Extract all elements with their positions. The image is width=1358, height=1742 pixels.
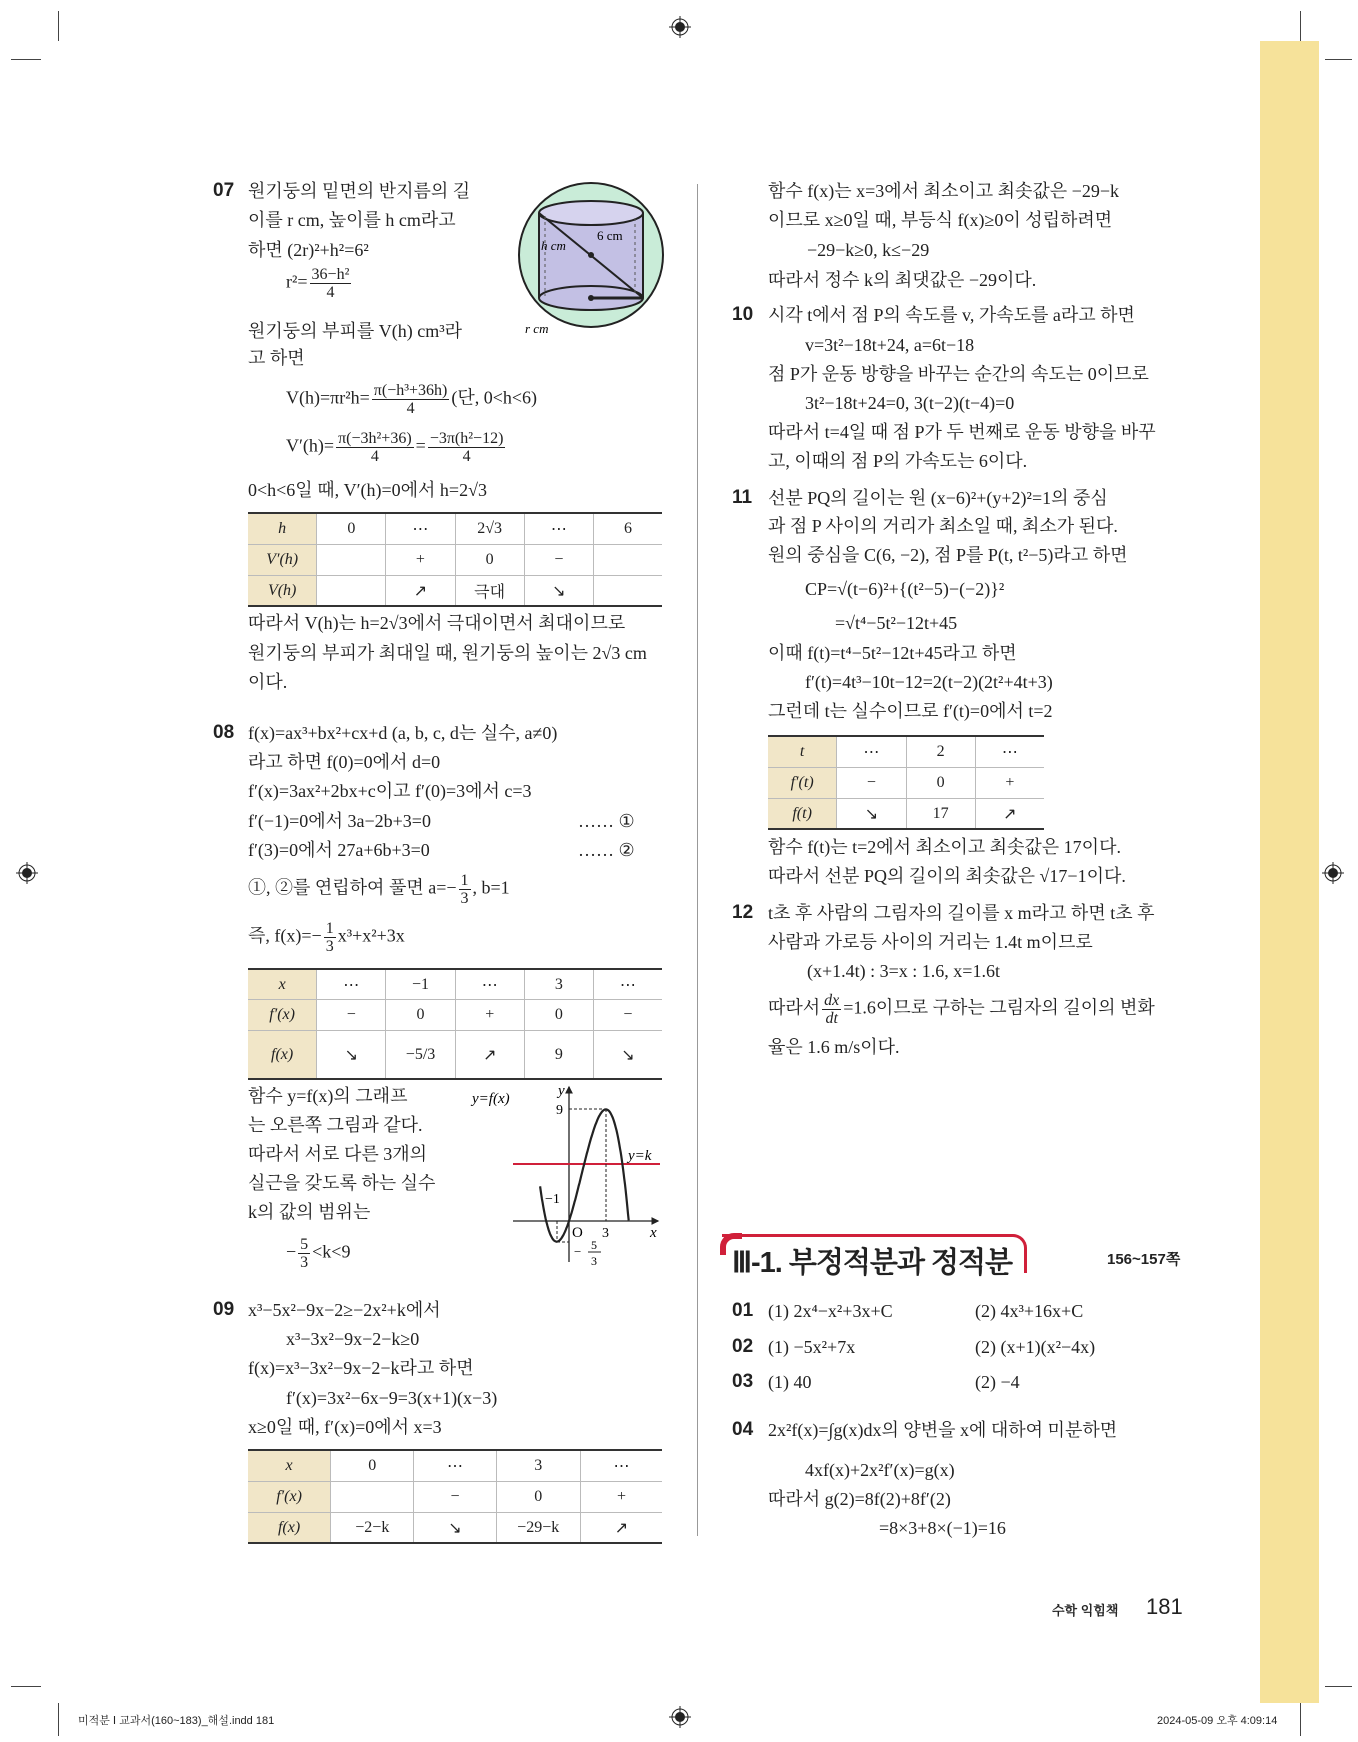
table-cell: +	[386, 545, 455, 576]
curve-fx	[540, 1109, 629, 1241]
max-x-label: 3	[602, 1226, 609, 1241]
table-cell	[317, 545, 386, 576]
eq-text: (단, 0<h<6)	[451, 387, 538, 408]
denominator: 3	[325, 938, 334, 955]
table-row	[248, 1482, 662, 1513]
table-row	[248, 969, 662, 1000]
crop-mark	[1300, 1703, 1301, 1736]
problem-number: 08	[213, 722, 235, 743]
table-cell: ↘	[837, 799, 906, 830]
text-line: 원기둥의 부피를 V(h) cm³라	[248, 321, 462, 341]
print-date: 2024-05-09 오후 4:09:14	[1157, 1715, 1278, 1727]
table-cell: −1	[386, 969, 455, 1000]
table-cell	[331, 1482, 414, 1513]
text-line: 이때 f(t)=t⁴−5t²−12t+45라고 하면	[768, 643, 1017, 663]
table-row	[248, 576, 662, 607]
numerator: 5	[300, 1236, 309, 1253]
answer: (2) −4	[975, 1372, 1020, 1392]
text-line: 함수 f(t)는 t=2에서 최소이고 최솟값은 17이다.	[768, 837, 1121, 857]
numerator: 1	[325, 920, 334, 937]
table-cell: 6	[593, 513, 662, 545]
table-cell: 2	[906, 736, 975, 768]
crop-mark	[58, 1703, 59, 1736]
text-line: (x+1.4t) : 3=x : 1.6, x=1.6t	[807, 961, 1000, 981]
problem-number: 03	[732, 1371, 754, 1392]
text-line: f′(x)=3x²−6x−9=3(x+1)(x−3)	[286, 1388, 498, 1408]
text-line: 하면 (2r)²+h²=6²	[248, 240, 369, 260]
eq-text: , b=1	[472, 877, 510, 898]
row-header: V′(h)	[248, 545, 317, 576]
text-line: f′(t)=4t³−10t−12=2(t−2)(2t²+4t+3)	[805, 672, 1053, 692]
row-header: h	[248, 513, 317, 545]
table-cell: +	[455, 1000, 524, 1031]
curve-label: y=f(x)	[472, 1091, 510, 1107]
table-cell	[317, 576, 386, 607]
table-cell: −	[593, 1000, 662, 1031]
table-row	[248, 1513, 662, 1544]
row-header: f(t)	[768, 799, 837, 830]
answer: (2) 4x³+16x+C	[975, 1301, 1084, 1321]
problem-number: 11	[732, 487, 753, 508]
crop-mark	[11, 1686, 41, 1687]
eq-text: =	[415, 435, 426, 456]
denominator: dt	[825, 1010, 838, 1027]
page-edge-band	[1260, 41, 1319, 1703]
denominator: 4	[370, 448, 379, 465]
text-line: 따라서 V(h)는 h=2√3에서 극대이면서 최대이므로	[248, 613, 626, 633]
eq-text: ①, ②를 연립하여 풀면 a=−	[248, 877, 457, 898]
cylinder-in-sphere-figure	[505, 178, 675, 338]
denominator: 3	[300, 1254, 309, 1271]
table-cell: ↘	[414, 1513, 496, 1544]
crop-mark	[11, 59, 41, 60]
problem-number: 09	[213, 1299, 235, 1320]
row-header: V(h)	[248, 576, 317, 607]
text-line: 이다.	[248, 672, 288, 692]
row-header: x	[248, 1450, 331, 1482]
table-cell: ↘	[524, 576, 593, 607]
table-row	[248, 1000, 662, 1031]
table-cell: +	[580, 1482, 662, 1513]
sign-table	[248, 968, 662, 1080]
radius-label: r cm	[525, 321, 549, 336]
table-cell: −	[837, 768, 906, 799]
table-cell: 9	[524, 1031, 593, 1080]
text-line: 이므로 x≥0일 때, 부등식 f(x)≥0이 성립하려면	[768, 210, 1113, 230]
text-line: =8×3+8×(−1)=16	[879, 1518, 1006, 1538]
equation-line	[286, 1236, 350, 1271]
numerator: −3π(h²−12)	[429, 430, 504, 447]
section-title: Ⅲ-1. 부정적분과 정적분	[732, 1247, 1013, 1279]
table-cell: ⋯	[593, 969, 662, 1000]
row-header: f′(t)	[768, 768, 837, 799]
eq-text: x³+x²+3x	[337, 925, 405, 946]
text-line: 함수 f(x)는 x=3에서 최소이고 최솟값은 −29−k	[768, 181, 1119, 201]
max-y-label: 9	[556, 1103, 563, 1118]
eq-text: <k<9	[312, 1241, 351, 1262]
equation-line	[286, 382, 537, 417]
table-cell: ⋯	[975, 736, 1044, 768]
x-axis-label: x	[650, 1225, 657, 1241]
text-line: v=3t²−18t+24, a=6t−18	[805, 335, 975, 355]
denominator: 4	[326, 284, 335, 301]
fraction	[459, 872, 471, 907]
text-line: 2x²f(x)=∫g(x)dx의 양변을 x에 대하여 미분하면	[768, 1420, 1118, 1440]
problem-number: 01	[732, 1300, 754, 1321]
text-line: 선분 PQ의 길이는 원 (x−6)²+(y+2)²=1의 중심	[768, 488, 1108, 508]
answer: (1) 40	[768, 1372, 812, 1392]
table-row	[768, 799, 1044, 830]
text-line: 율은 1.6 m/s이다.	[768, 1037, 900, 1057]
row-header: f′(x)	[248, 1000, 317, 1031]
sign-table	[248, 512, 662, 607]
diagonal-label: 6 cm	[597, 228, 623, 243]
row-header: f(x)	[248, 1031, 317, 1080]
book-name: 수학 익힘책	[1052, 1603, 1119, 1618]
equation-line	[286, 266, 353, 301]
crop-mark	[1325, 59, 1352, 60]
page-number: 181	[1146, 1594, 1183, 1619]
equation-tag: …… ②	[578, 840, 635, 860]
table-cell: −5/3	[386, 1031, 455, 1080]
numerator: 36−h²	[311, 266, 350, 283]
fraction	[428, 430, 506, 465]
table-cell: ↗	[455, 1031, 524, 1080]
row-header: f(x)	[248, 1513, 331, 1544]
text-line: 0<h<6일 때, V′(h)=0에서 h=2√3	[248, 480, 487, 500]
table-row	[248, 513, 662, 545]
min-y-sign: −	[574, 1244, 582, 1259]
text-line: f′(−1)=0에서 3a−2b+3=0	[248, 811, 431, 831]
table-cell: ↘	[317, 1031, 386, 1080]
numerator: π(−3h²+36)	[338, 430, 412, 447]
table-cell: ⋯	[317, 969, 386, 1000]
cubic-graph	[460, 1075, 680, 1275]
registration-mark-icon	[669, 16, 691, 38]
text-line: 이를 r cm, 높이를 h cm라고	[248, 210, 456, 230]
text-line: k의 값의 범위는	[248, 1202, 371, 1222]
table-cell: ↘	[621, 1046, 635, 1064]
text-line: x≥0일 때, f′(x)=0에서 x=3	[248, 1417, 442, 1437]
table-cell: 3	[496, 1450, 580, 1482]
registration-mark-icon	[1322, 862, 1344, 884]
table-cell: 0	[906, 768, 975, 799]
text-line: f′(3)=0에서 27a+6b+3=0	[248, 840, 430, 860]
registration-mark-icon	[669, 1706, 691, 1728]
table-cell	[593, 545, 662, 576]
table-cell: ↗	[614, 1519, 629, 1537]
table-cell: −2−k	[331, 1513, 414, 1544]
text-line: 원기둥의 밑면의 반지름의 길	[248, 181, 471, 201]
row-header: f′(x)	[248, 1482, 331, 1513]
numerator: dx	[824, 992, 840, 1009]
eq-text: −	[286, 1241, 297, 1262]
crop-mark	[58, 11, 59, 41]
k-line-label: y=k	[628, 1148, 652, 1164]
row-header: t	[768, 736, 837, 768]
min-y-den: 3	[591, 1254, 597, 1268]
eq-text: 따라서	[768, 997, 821, 1018]
numerator: 1	[460, 872, 469, 889]
table-cell: 17	[906, 799, 975, 830]
table-row	[248, 1031, 662, 1080]
eq-text: V(h)=πr²h=	[286, 387, 370, 408]
eq-text: r²=	[286, 271, 308, 292]
text-line: 따라서 선분 PQ의 길이의 최솟값은 √17−1이다.	[768, 866, 1126, 886]
text-line: 고 하면	[248, 348, 305, 368]
text-line: 함수 y=f(x)의 그래프	[248, 1086, 408, 1106]
text-line: 라고 하면 f(0)=0에서 d=0	[248, 752, 441, 772]
table-cell: 0	[331, 1450, 414, 1482]
fraction	[372, 382, 450, 417]
table-row	[248, 1450, 662, 1482]
table-cell: 0	[386, 1000, 455, 1031]
row-header: x	[248, 969, 317, 1000]
table-cell: −	[524, 545, 593, 576]
denominator: 4	[406, 400, 415, 417]
height-label: h cm	[541, 238, 566, 253]
equation-line	[248, 920, 405, 955]
text-line: 따라서 서로 다른 3개의	[248, 1144, 427, 1164]
table-row	[248, 545, 662, 576]
text-line: =√t⁴−5t²−12t+45	[835, 613, 958, 633]
text-line: 실근을 갖도록 하는 실수	[248, 1173, 436, 1193]
table-cell: +	[975, 768, 1044, 799]
text-line: f′(x)=3ax²+2bx+c이고 f′(0)=3에서 c=3	[248, 781, 532, 801]
problem-number: 07	[213, 180, 235, 201]
eq-text: 즉, f(x)=−	[248, 925, 322, 946]
sign-table	[248, 1449, 662, 1544]
problem-number: 04	[732, 1419, 754, 1440]
text-line: 고, 이때의 점 P의 가속도는 6이다.	[768, 451, 1028, 471]
table-cell: ⋯	[455, 969, 524, 1000]
text-line: t초 후 사람의 그림자의 길이를 x m라고 하면 t초 후	[768, 903, 1155, 923]
text-line: 는 오른쪽 그림과 같다.	[248, 1115, 423, 1135]
text-line: f(x)=x³−3x²−9x−2−k라고 하면	[248, 1358, 474, 1378]
problem-number: 02	[732, 1336, 754, 1357]
eq-text: V′(h)=	[286, 435, 335, 456]
fraction	[310, 266, 352, 301]
problem-number: 12	[732, 902, 754, 923]
text-line: 시각 t에서 점 P의 속도를 v, 가속도를 a라고 하면	[768, 305, 1135, 325]
denominator: 4	[462, 448, 471, 465]
eq-text: =1.6이므로 구하는 그림자의 길이의 변화	[843, 997, 1155, 1018]
text-line: x³−5x²−9x−2≥−2x²+k에서	[248, 1300, 441, 1320]
crop-mark	[1300, 11, 1301, 41]
text-line: 점 P가 운동 방향을 바꾸는 순간의 속도는 0이므로	[768, 364, 1149, 384]
table-cell: −	[317, 1000, 386, 1031]
table-cell: ↗	[1003, 805, 1017, 823]
min-y-num: 5	[591, 1238, 597, 1252]
denominator: 3	[460, 890, 469, 907]
column-divider	[697, 184, 698, 1536]
equation-line	[248, 872, 510, 907]
fraction	[822, 992, 841, 1027]
text-line: 과 점 P 사이의 거리가 최소일 때, 최소가 된다.	[768, 516, 1118, 536]
file-slug: 미적분 Ⅰ 교과서(160~183)_해설.indd 181	[78, 1715, 275, 1727]
table-cell: 0	[317, 513, 386, 545]
table-row	[768, 736, 1044, 768]
text-line: 3t²−18t+24=0, 3(t−2)(t−4)=0	[805, 393, 1015, 413]
table-cell: ⋯	[837, 736, 906, 768]
y-axis-label: y	[558, 1083, 565, 1099]
table-cell: ↗	[386, 576, 455, 607]
text-line: 그런데 t는 실수이므로 f′(t)=0에서 t=2	[768, 701, 1053, 721]
text-line: 원기둥의 부피가 최대일 때, 원기둥의 높이는 2√3 cm	[248, 643, 647, 663]
answer: (2) (x+1)(x²−4x)	[975, 1337, 1096, 1357]
answer: (1) −5x²+7x	[768, 1337, 856, 1357]
text-line: x³−3x²−9x−2−k≥0	[286, 1329, 420, 1349]
min-x-label: −1	[545, 1192, 560, 1207]
origin-label: O	[572, 1225, 583, 1241]
table-cell: 2√3	[455, 513, 524, 545]
registration-mark-icon	[16, 862, 38, 884]
fraction	[324, 920, 336, 955]
table-cell: ⋯	[524, 513, 593, 545]
equation-line	[768, 992, 1155, 1027]
text-line: 따라서 g(2)=8f(2)+8f′(2)	[768, 1489, 951, 1509]
crop-mark	[1325, 1686, 1352, 1687]
table-cell: 0	[496, 1482, 580, 1513]
table-cell: ⋯	[386, 513, 455, 545]
text-line: −29−k≥0, k≤−29	[807, 240, 930, 260]
equation-tag: …… ①	[578, 811, 635, 831]
text-line: f(x)=ax³+bx²+cx+d (a, b, c, d는 실수, a≠0)	[248, 723, 558, 743]
table-cell: −29−k	[496, 1513, 580, 1544]
table-cell: ⋯	[414, 1450, 496, 1482]
table-cell: −	[414, 1482, 496, 1513]
text-line: 따라서 t=4일 때 점 P가 두 번째로 운동 방향을 바꾸	[768, 422, 1156, 442]
text-line: 따라서 정수 k의 최댓값은 −29이다.	[768, 270, 1037, 290]
sign-table	[768, 735, 1044, 830]
section-pages: 156~157쪽	[1107, 1251, 1181, 1268]
table-row	[768, 768, 1044, 799]
text-line: 원의 중심을 C(6, −2), 점 P를 P(t, t²−5)라고 하면	[768, 545, 1128, 565]
table-cell: 0	[455, 545, 524, 576]
fraction	[336, 430, 414, 465]
fraction	[298, 1236, 310, 1271]
text-line: 사람과 가로등 사이의 거리는 1.4t m이므로	[768, 932, 1093, 952]
answer: (1) 2x⁴−x²+3x+C	[768, 1301, 893, 1321]
table-cell	[593, 576, 662, 607]
text-line: CP=√(t−6)²+{(t²−5)−(−2)}²	[805, 579, 1005, 599]
text-line: 4xf(x)+2x²f′(x)=g(x)	[805, 1460, 955, 1480]
table-cell: 3	[524, 969, 593, 1000]
table-cell: 극대	[455, 576, 524, 607]
table-cell: 0	[524, 1000, 593, 1031]
table-cell: ⋯	[580, 1450, 662, 1482]
equation-line	[286, 430, 507, 465]
numerator: π(−h³+36h)	[373, 382, 448, 399]
problem-number: 10	[732, 304, 754, 325]
